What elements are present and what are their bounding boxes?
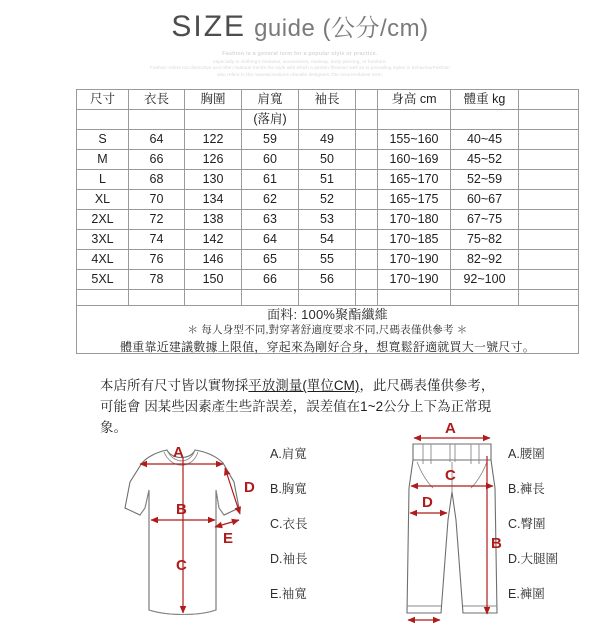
pants-mark-c: C bbox=[445, 467, 456, 484]
cell-bust: 126 bbox=[185, 150, 242, 170]
shirt-diagram bbox=[95, 430, 280, 625]
shirt-legend bbox=[270, 448, 308, 623]
size-table-container bbox=[76, 89, 535, 354]
cell-length: 68 bbox=[129, 170, 185, 190]
shirt-legend-item-c: C.衣長 bbox=[270, 517, 308, 531]
cell-size: 5XL bbox=[77, 270, 129, 290]
col-header-shoulder: 肩寬 bbox=[242, 90, 299, 110]
cell-sleeve: 53 bbox=[299, 210, 356, 230]
cell-sleeve: 55 bbox=[299, 250, 356, 270]
shirt-legend-item-b: B.胸寬 bbox=[270, 482, 307, 496]
cell-size: XL bbox=[77, 190, 129, 210]
cell-trailing bbox=[519, 230, 579, 250]
cell-length: 74 bbox=[129, 230, 185, 250]
cell-weight: 45~52 bbox=[451, 150, 519, 170]
pants-legend bbox=[508, 448, 558, 623]
spacer-cell bbox=[299, 290, 356, 306]
cell-bust: 150 bbox=[185, 270, 242, 290]
cell-bust: 122 bbox=[185, 130, 242, 150]
measurement-disclaimer bbox=[100, 376, 504, 438]
cell-sleeve: 50 bbox=[299, 150, 356, 170]
subheader-weight bbox=[451, 110, 519, 130]
cell-bust: 134 bbox=[185, 190, 242, 210]
table-row bbox=[77, 190, 579, 210]
cell-gap bbox=[356, 150, 378, 170]
cell-trailing bbox=[519, 150, 579, 170]
col-header-weight: 體重 kg bbox=[451, 90, 519, 110]
pants-svg bbox=[395, 420, 515, 625]
cell-bust: 146 bbox=[185, 250, 242, 270]
cell-weight: 75~82 bbox=[451, 230, 519, 250]
subtitle-line-1: Fashion is a general term for a popular style or practice. bbox=[222, 51, 378, 57]
table-row bbox=[77, 170, 579, 190]
cell-gap bbox=[356, 170, 378, 190]
cell-gap bbox=[356, 270, 378, 290]
cell-bust: 138 bbox=[185, 210, 242, 230]
cell-sleeve: 51 bbox=[299, 170, 356, 190]
spacer-cell bbox=[242, 290, 299, 306]
cell-height: 165~175 bbox=[378, 190, 451, 210]
cell-shoulder: 63 bbox=[242, 210, 299, 230]
cell-gap bbox=[356, 250, 378, 270]
cell-trailing bbox=[519, 210, 579, 230]
title-size-word: SIZE bbox=[171, 10, 247, 43]
star-note: ＊ 每人身型不同,對穿著舒適度要求不同,尺碼表僅供參考 ＊ bbox=[187, 324, 468, 336]
cell-weight: 52~59 bbox=[451, 170, 519, 190]
pants-legend-item-c: C.臀圍 bbox=[508, 517, 546, 531]
disclaimer-line2: 因某些因素產生些許誤差，誤差值在1~2公分上下為正常現象。 bbox=[100, 398, 492, 435]
subheader-length bbox=[129, 110, 185, 130]
subheader-shoulder: (落肩) bbox=[242, 110, 299, 130]
cell-trailing bbox=[519, 250, 579, 270]
table-notes-row bbox=[77, 306, 579, 354]
shirt-mark-c: C bbox=[176, 557, 187, 574]
pants-legend-item-e: E.褲圍 bbox=[508, 587, 545, 601]
cell-sleeve: 52 bbox=[299, 190, 356, 210]
subtitle-line-3: Fashion refers toa distinctive and often habitual trends the style with which a person fhsssion well as to prevailing styles in behaviourFashion bbox=[150, 65, 450, 71]
cell-size: S bbox=[77, 130, 129, 150]
shirt-svg bbox=[95, 430, 280, 625]
spacer-cell bbox=[519, 290, 579, 306]
pants-mark-b: B bbox=[491, 535, 502, 552]
cell-size: 4XL bbox=[77, 250, 129, 270]
shirt-mark-e: E bbox=[223, 530, 234, 547]
spacer-cell bbox=[378, 290, 451, 306]
table-row bbox=[77, 250, 579, 270]
shirt-legend-item-d: D.袖長 bbox=[270, 552, 308, 566]
col-header-length: 衣長 bbox=[129, 90, 185, 110]
cell-length: 76 bbox=[129, 250, 185, 270]
cell-bust: 142 bbox=[185, 230, 242, 250]
table-row bbox=[77, 270, 579, 290]
spacer-cell bbox=[451, 290, 519, 306]
cell-height: 170~190 bbox=[378, 270, 451, 290]
table-row bbox=[77, 150, 579, 170]
cell-size: M bbox=[77, 150, 129, 170]
subheader-bust bbox=[185, 110, 242, 130]
spacer-cell bbox=[129, 290, 185, 306]
cell-height: 165~170 bbox=[378, 170, 451, 190]
shirt-mark-b: B bbox=[176, 501, 187, 518]
table-row bbox=[77, 130, 579, 150]
disclaimer-line1-underline: 平放測量(單位CM) bbox=[248, 378, 360, 393]
pants-diagram bbox=[395, 420, 515, 625]
pants-mark-a: A bbox=[445, 420, 456, 437]
cell-length: 66 bbox=[129, 150, 185, 170]
fabric-note: 面料: 100%聚酯纖維 bbox=[267, 307, 388, 322]
table-spacer-row bbox=[77, 290, 579, 306]
subheader-sleeve bbox=[299, 110, 356, 130]
cell-trailing bbox=[519, 270, 579, 290]
shirt-legend-item-a: A.肩寬 bbox=[270, 447, 307, 461]
subheader-height bbox=[378, 110, 451, 130]
cell-shoulder: 65 bbox=[242, 250, 299, 270]
pants-legend-item-b: B.褲長 bbox=[508, 482, 545, 496]
cell-weight: 60~67 bbox=[451, 190, 519, 210]
cell-weight: 82~92 bbox=[451, 250, 519, 270]
disclaimer-line1-pre: 本店所有尺寸皆以實物採 bbox=[100, 378, 249, 393]
cell-gap bbox=[356, 230, 378, 250]
pants-legend-item-a: A.腰圍 bbox=[508, 447, 545, 461]
notes-cell bbox=[77, 306, 579, 354]
subheader-size bbox=[77, 110, 129, 130]
cell-length: 64 bbox=[129, 130, 185, 150]
title-guide-word: guide (公分/cm) bbox=[254, 15, 429, 42]
subheader-trailing bbox=[519, 110, 579, 130]
table-subheader-row bbox=[77, 110, 579, 130]
col-header-bust: 胸圍 bbox=[185, 90, 242, 110]
weight-note: 體重靠近建議數據上限值，穿起來為剛好合身，想寬鬆舒適就買大一號尺寸。 bbox=[120, 339, 535, 354]
cell-sleeve: 54 bbox=[299, 230, 356, 250]
subtitle-block bbox=[0, 51, 600, 79]
subtitle-line-2: especially in clothing's footwear, accessories, makeup, body piercing, or furniture. bbox=[213, 58, 387, 64]
cell-weight: 92~100 bbox=[451, 270, 519, 290]
shirt-legend-item-e: E.袖寬 bbox=[270, 587, 307, 601]
col-header-trailing bbox=[519, 90, 579, 110]
col-header-size: 尺寸 bbox=[77, 90, 129, 110]
shirt-mark-a: A bbox=[173, 444, 184, 461]
cell-trailing bbox=[519, 190, 579, 210]
cell-height: 155~160 bbox=[378, 130, 451, 150]
table-row bbox=[77, 230, 579, 250]
subtitle-line-4: also refers to the newestcreations oftextile designers.The incurrentlatest term. bbox=[216, 72, 384, 78]
disclaimer-line1-post: ，此尺碼表僅供參考，可能會 bbox=[100, 378, 495, 414]
cell-shoulder: 60 bbox=[242, 150, 299, 170]
cell-height: 170~185 bbox=[378, 230, 451, 250]
cell-shoulder: 61 bbox=[242, 170, 299, 190]
cell-length: 78 bbox=[129, 270, 185, 290]
pants-mark-d: D bbox=[422, 494, 433, 511]
cell-size: L bbox=[77, 170, 129, 190]
spacer-cell bbox=[185, 290, 242, 306]
subheader-gap bbox=[356, 110, 378, 130]
cell-size: 2XL bbox=[77, 210, 129, 230]
cell-shoulder: 62 bbox=[242, 190, 299, 210]
table-header-row bbox=[77, 90, 579, 110]
col-header-sleeve: 袖長 bbox=[299, 90, 356, 110]
col-header-height: 身高 cm bbox=[378, 90, 451, 110]
spacer-cell bbox=[77, 290, 129, 306]
cell-length: 72 bbox=[129, 210, 185, 230]
measurement-diagrams bbox=[0, 420, 600, 630]
cell-gap bbox=[356, 210, 378, 230]
col-header-gap bbox=[356, 90, 378, 110]
cell-sleeve: 56 bbox=[299, 270, 356, 290]
cell-shoulder: 66 bbox=[242, 270, 299, 290]
page-title bbox=[0, 8, 600, 44]
shirt-mark-d: D bbox=[244, 479, 255, 496]
cell-trailing bbox=[519, 130, 579, 150]
page-header bbox=[0, 0, 600, 79]
size-table bbox=[76, 89, 579, 354]
cell-weight: 67~75 bbox=[451, 210, 519, 230]
cell-length: 70 bbox=[129, 190, 185, 210]
cell-height: 170~180 bbox=[378, 210, 451, 230]
cell-size: 3XL bbox=[77, 230, 129, 250]
cell-trailing bbox=[519, 170, 579, 190]
cell-height: 170~190 bbox=[378, 250, 451, 270]
cell-gap bbox=[356, 190, 378, 210]
cell-bust: 130 bbox=[185, 170, 242, 190]
cell-sleeve: 49 bbox=[299, 130, 356, 150]
cell-gap bbox=[356, 130, 378, 150]
table-row bbox=[77, 210, 579, 230]
pants-legend-item-d: D.大腿圍 bbox=[508, 552, 559, 566]
cell-height: 160~169 bbox=[378, 150, 451, 170]
cell-shoulder: 64 bbox=[242, 230, 299, 250]
spacer-cell bbox=[356, 290, 378, 306]
cell-shoulder: 59 bbox=[242, 130, 299, 150]
cell-weight: 40~45 bbox=[451, 130, 519, 150]
size-table-body bbox=[77, 90, 579, 354]
